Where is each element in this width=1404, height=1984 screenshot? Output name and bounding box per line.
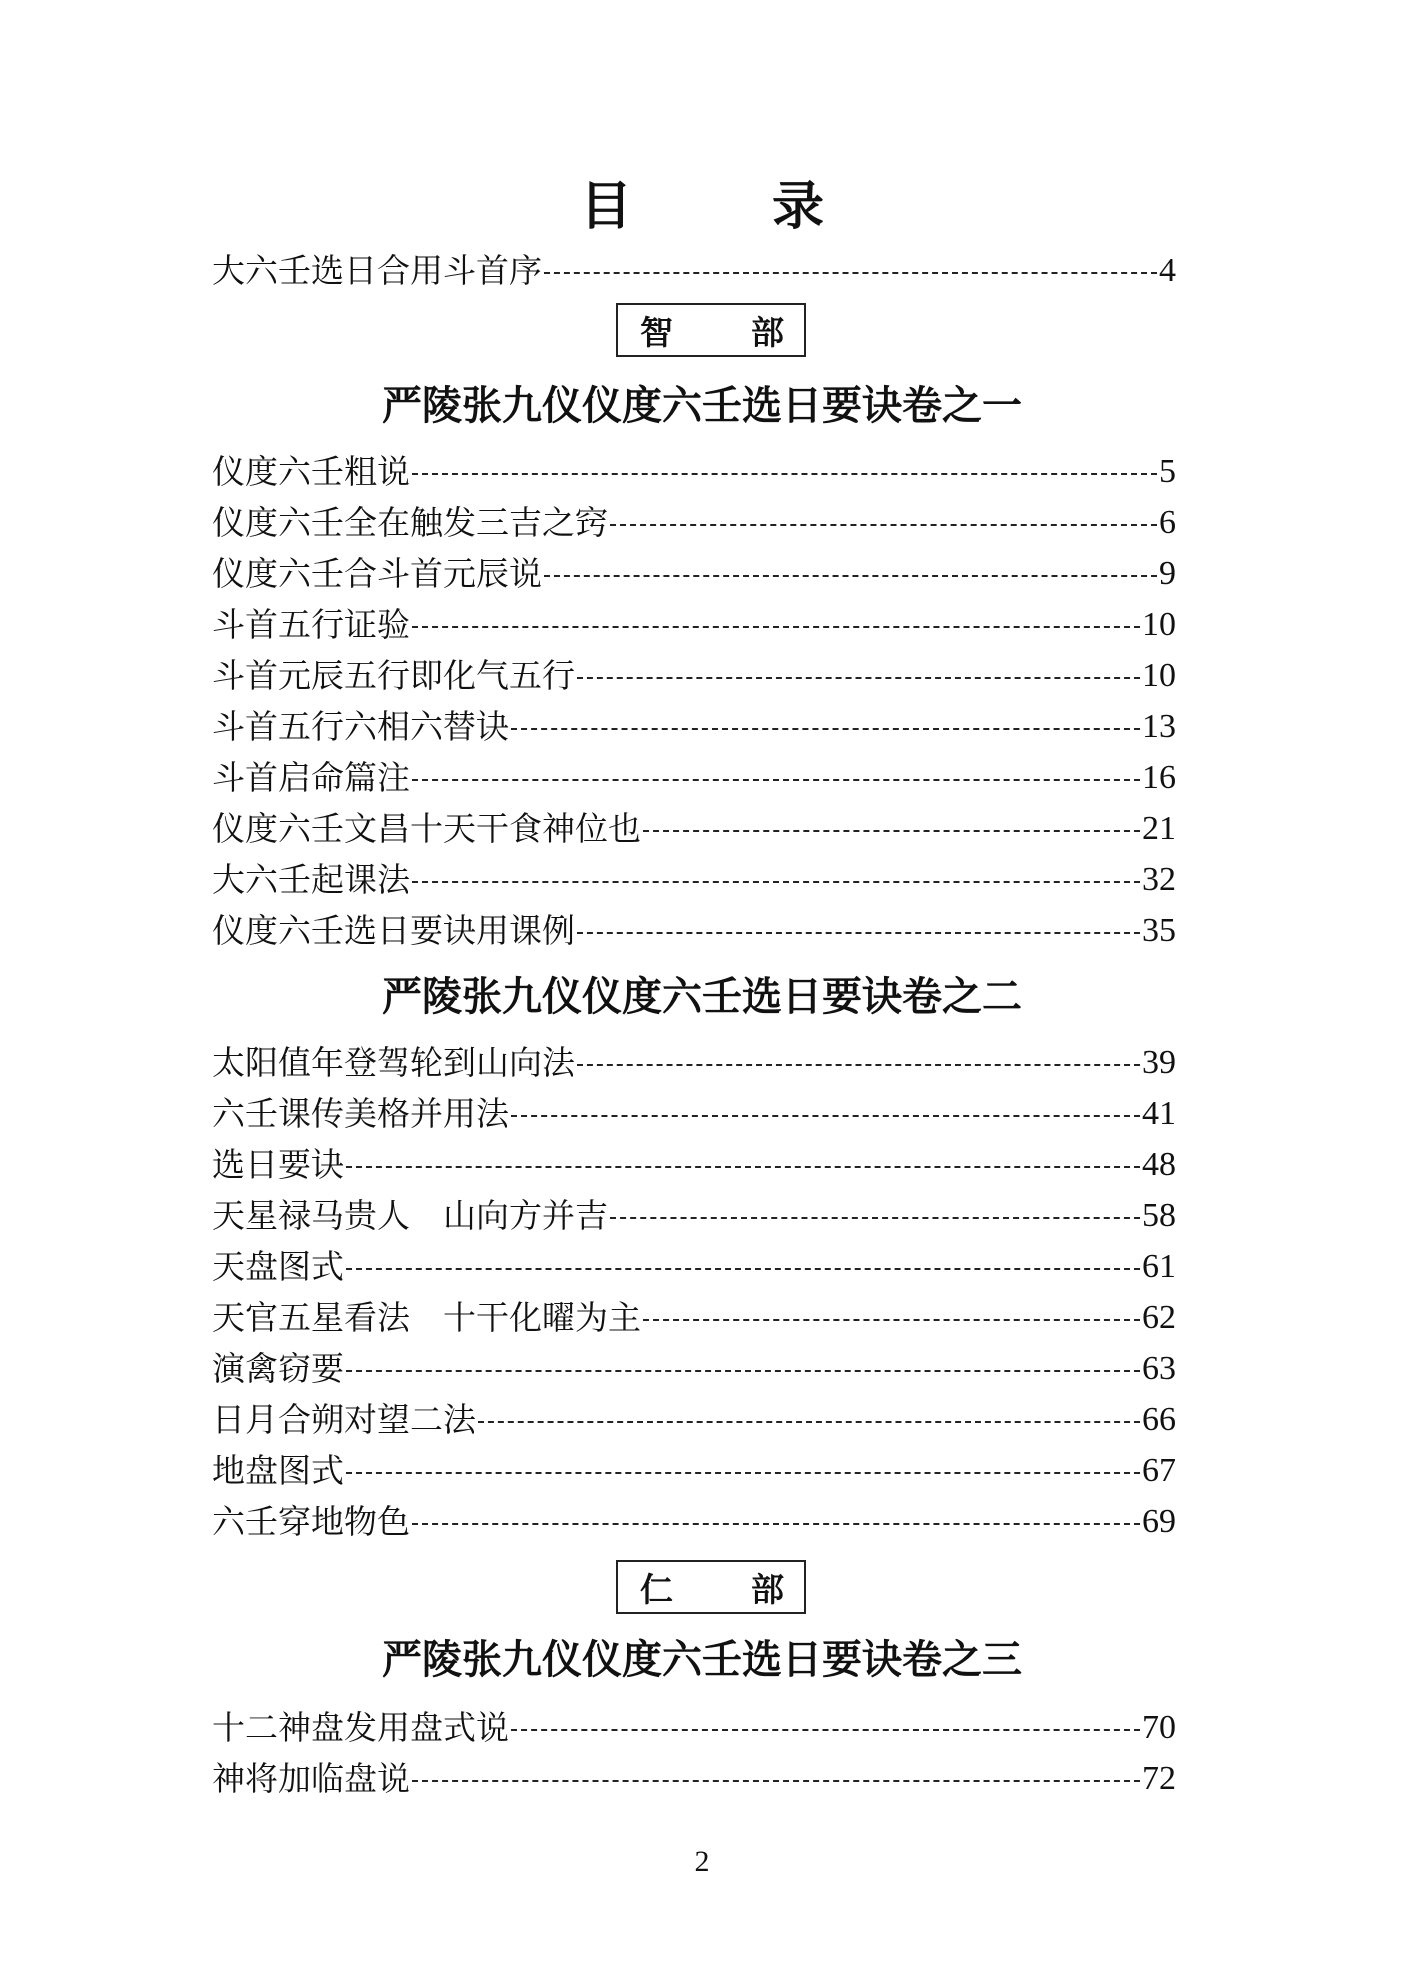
dot-leader	[577, 677, 1140, 679]
toc-entry-label: 大六壬起课法	[212, 860, 410, 899]
dot-leader	[511, 728, 1140, 730]
dot-leader	[643, 830, 1140, 832]
dot-leader	[511, 1729, 1140, 1731]
toc-entry[interactable]	[212, 1445, 1176, 1497]
toc-entry[interactable]	[212, 497, 1176, 549]
toc-entry-page: 61	[1142, 1248, 1176, 1285]
toc-entry[interactable]	[212, 1292, 1176, 1344]
toc-entry-label: 斗首五行六相六替诀	[212, 707, 509, 746]
volume-heading-1: 严陵张九仪仪度六壬选日要诀卷之一	[382, 383, 1022, 429]
page-number: 2	[694, 1845, 710, 1878]
toc-entry-page: 5	[1159, 453, 1176, 490]
toc-entry[interactable]	[212, 446, 1176, 498]
toc-entry-page: 32	[1142, 861, 1176, 898]
toc-entry-label: 地盘图式	[212, 1451, 344, 1490]
dot-leader	[577, 932, 1140, 934]
toc-entry[interactable]	[212, 803, 1176, 855]
dot-leader	[577, 1064, 1140, 1066]
toc-entry-page: 35	[1142, 912, 1176, 949]
toc-entry[interactable]	[212, 1241, 1176, 1293]
toc-entry-label: 仪度六壬文昌十天干食神位也	[212, 809, 641, 848]
dot-leader	[346, 1268, 1140, 1270]
toc-entry-page: 70	[1142, 1709, 1176, 1746]
volume-heading-2: 严陵张九仪仪度六壬选日要诀卷之二	[382, 974, 1022, 1020]
toc-entry[interactable]	[212, 1702, 1176, 1754]
toc-entry-page: 4	[1159, 252, 1176, 289]
toc-entry-page: 66	[1142, 1401, 1176, 1438]
dot-leader	[544, 272, 1157, 274]
dot-leader	[610, 524, 1157, 526]
section-label-char-2: 部	[751, 312, 784, 352]
toc-entry-label: 大六壬选日合用斗首序	[212, 251, 542, 290]
section-box-zhi	[616, 303, 806, 357]
section-label-char-2: 部	[751, 1569, 784, 1609]
dot-leader	[511, 1115, 1140, 1117]
toc-entry[interactable]	[212, 905, 1176, 957]
toc-entry-label: 天星禄马贵人 山向方并吉	[212, 1196, 608, 1235]
page-title: 目 录	[579, 177, 868, 237]
toc-entry-page: 62	[1142, 1299, 1176, 1336]
toc-entry[interactable]	[212, 650, 1176, 702]
toc-entry-label: 演禽窃要	[212, 1349, 344, 1388]
toc-entry-label: 仪度六壬粗说	[212, 452, 410, 491]
volume-heading-3: 严陵张九仪仪度六壬选日要诀卷之三	[382, 1637, 1022, 1683]
section-label-char-1: 智	[640, 312, 673, 352]
toc-entry[interactable]	[212, 1343, 1176, 1395]
toc-entry-label: 日月合朔对望二法	[212, 1400, 476, 1439]
toc-entry-page: 21	[1142, 810, 1176, 847]
toc-entry[interactable]	[212, 1139, 1176, 1191]
toc-entry-label: 斗首元辰五行即化气五行	[212, 656, 575, 695]
toc-entry-page: 69	[1142, 1503, 1176, 1540]
toc-entry-page: 41	[1142, 1095, 1176, 1132]
toc-entry-label: 斗首启命篇注	[212, 758, 410, 797]
toc-entry-preface[interactable]	[212, 245, 1176, 297]
toc-entry-page: 9	[1159, 555, 1176, 592]
toc-entry-page: 58	[1142, 1197, 1176, 1234]
toc-entry-label: 仪度六壬合斗首元辰说	[212, 554, 542, 593]
toc-entry-label: 仪度六壬选日要诀用课例	[212, 911, 575, 950]
toc-entry-label: 天官五星看法 十干化曜为主	[212, 1298, 641, 1337]
toc-entry-label: 六壬课传美格并用法	[212, 1094, 509, 1133]
toc-entry[interactable]	[212, 752, 1176, 804]
toc-entry-page: 48	[1142, 1146, 1176, 1183]
dot-leader	[346, 1166, 1140, 1168]
toc-entry[interactable]	[212, 1088, 1176, 1140]
dot-leader	[412, 779, 1140, 781]
toc-entry-label: 神将加临盘说	[212, 1759, 410, 1798]
toc-entry-label: 天盘图式	[212, 1247, 344, 1286]
dot-leader	[544, 575, 1157, 577]
toc-entry-label: 斗首五行证验	[212, 605, 410, 644]
toc-entry[interactable]	[212, 548, 1176, 600]
toc-entry-label: 太阳值年登驾轮到山向法	[212, 1043, 575, 1082]
dot-leader	[412, 626, 1140, 628]
toc-entry[interactable]	[212, 599, 1176, 651]
toc-entry[interactable]	[212, 1496, 1176, 1548]
toc-entry-label: 仪度六壬全在触发三吉之窍	[212, 503, 608, 542]
toc-entry-label: 选日要诀	[212, 1145, 344, 1184]
toc-entry-page: 10	[1142, 657, 1176, 694]
toc-entry-page: 67	[1142, 1452, 1176, 1489]
toc-entry[interactable]	[212, 854, 1176, 906]
dot-leader	[610, 1217, 1140, 1219]
toc-entry-page: 39	[1142, 1044, 1176, 1081]
toc-entry-label: 十二神盘发用盘式说	[212, 1708, 509, 1747]
toc-entry[interactable]	[212, 1753, 1176, 1805]
toc-entry-page: 72	[1142, 1760, 1176, 1797]
dot-leader	[412, 1780, 1140, 1782]
toc-entry[interactable]	[212, 1190, 1176, 1242]
section-label-char-1: 仁	[640, 1569, 673, 1609]
toc-entry-page: 10	[1142, 606, 1176, 643]
toc-entry[interactable]	[212, 701, 1176, 753]
dot-leader	[346, 1370, 1140, 1372]
dot-leader	[346, 1472, 1140, 1474]
toc-entry-page: 63	[1142, 1350, 1176, 1387]
dot-leader	[412, 881, 1140, 883]
dot-leader	[412, 473, 1157, 475]
toc-entry-page: 6	[1159, 504, 1176, 541]
dot-leader	[643, 1319, 1140, 1321]
dot-leader	[478, 1421, 1140, 1423]
toc-entry[interactable]	[212, 1394, 1176, 1446]
toc-entry[interactable]	[212, 1037, 1176, 1089]
toc-entry-page: 16	[1142, 759, 1176, 796]
toc-entry-page: 13	[1142, 708, 1176, 745]
toc-entry-label: 六壬穿地物色	[212, 1502, 410, 1541]
section-box-ren	[616, 1560, 806, 1614]
dot-leader	[412, 1523, 1140, 1525]
